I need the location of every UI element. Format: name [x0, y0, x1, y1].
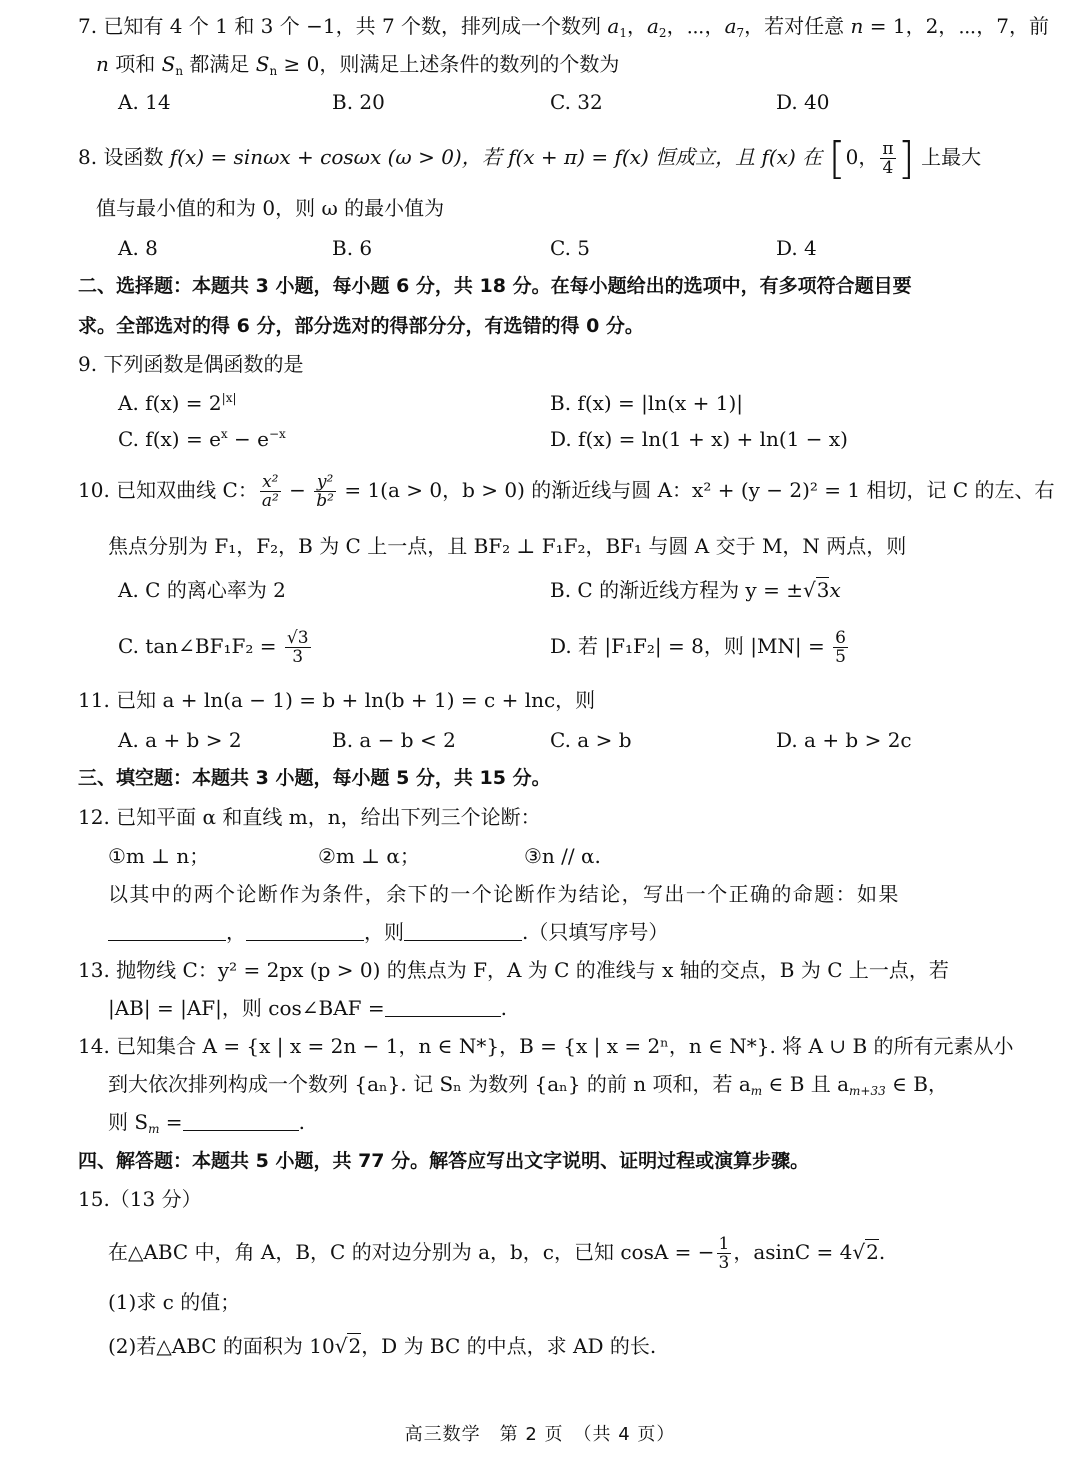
q15-part2: (2)若△ABC 的面积为 10√2，D 为 BC 的中点，求 AD 的长.: [108, 1334, 657, 1358]
q11-stem: 11. 已知 a + ln(a − 1) = b + ln(b + 1) = c + lnc，则: [78, 688, 596, 712]
q10-option-a: A. C 的离心率为 2: [118, 578, 286, 602]
q10-option-c: C. tan∠BF₁F₂ = $\frac{√3}{3}$: [118, 628, 309, 667]
q8-option-d: D. 4: [776, 236, 817, 260]
q7-option-d: D. 40: [776, 90, 830, 114]
q8-interval: 0，: [845, 145, 879, 169]
q9-option-b: B. f(x) = |ln(x + 1)|: [550, 391, 744, 415]
answer-blank[interactable]: [183, 1110, 299, 1131]
q8-option-a: A. 8: [118, 236, 158, 260]
q12-line4: ， ，则 .（只填写序号）: [108, 920, 668, 944]
q7-text: = 1，2，⋯，7，前: [863, 14, 1050, 38]
q7-text: 项和: [108, 52, 162, 76]
q13-line1: 13. 抛物线 C：y² = 2px (p > 0) 的焦点为 F，A 为 C 的准线与 x 轴的交点，B 为 C 上一点，若: [78, 958, 949, 982]
q11-option-d: D. a + b > 2c: [776, 728, 912, 752]
q8-option-b: B. 6: [332, 236, 373, 260]
q8-function: f(x) = sinωx + cosωx (ω > 0)，若 f(x + π) = f(x) 恒成立，且 f(x) 在: [169, 145, 823, 169]
q9-option-c: C. $f(x) = e^x - e^{-x}$: [118, 427, 286, 451]
q7-line2: n 项和 $S_n$ 都满足 $S_n \ge 0$，则满足上述条件的数列的个数为: [96, 52, 620, 78]
q12-judgment-3: ③n // α.: [524, 844, 601, 868]
q7-text: ≥ 0，则满足上述条件的数列的个数为: [277, 52, 620, 76]
answer-blank[interactable]: [404, 920, 522, 941]
q7-text: 都满足: [183, 52, 256, 76]
q9-option-a: A. $f(x) = 2^{|x|}$: [118, 391, 237, 415]
section4-heading: 四、解答题：本题共 5 小题，共 77 分。解答应写出文字说明、证明过程或演算步骤。: [78, 1150, 810, 1172]
q8-fraction: $\frac{\pi}{4}$: [882, 139, 894, 178]
section2-heading-cont: 求。全部选对的得 6 分，部分选对的得部分分，有选错的得 0 分。: [78, 315, 644, 337]
q15-heading: 15.（13 分）: [78, 1187, 202, 1211]
q10-fraction-y: $\frac{\text{y²}}{\text{b²}}$: [316, 472, 334, 511]
q9-stem: 9. 下列函数是偶函数的是: [78, 352, 304, 376]
q7-text: ，若对任意: [744, 14, 851, 38]
q14-line3: 则 $S_m$ = .: [108, 1110, 305, 1136]
q11-option-b: B. a − b < 2: [332, 728, 456, 752]
section2-heading: 二、选择题：本题共 3 小题，每小题 6 分，共 18 分。在每小题给出的选项中，有多项符合题目要: [78, 275, 912, 297]
answer-blank[interactable]: [246, 920, 364, 941]
q12-judgment-2: ②m ⊥ α；: [318, 844, 420, 868]
q10-option-b: B. C 的渐近线方程为 y = ±√3x: [550, 578, 841, 602]
q14-line2: 到大依次排列构成一个数列 {aₙ}. 记 Sₙ 为数列 {aₙ} 的前 n 项和，若 $a_m$ ∈ B 且 $a_{m+33}$ ∈ B，: [108, 1072, 948, 1098]
q13-line2: |AB| = |AF|，则 cos∠BAF = .: [108, 996, 507, 1020]
q10-line2: 焦点分别为 F₁，F₂，B 为 C 上一点，且 BF₂ ⊥ F₁F₂，BF₁ 与圆 A 交于 M，N 两点，则: [108, 534, 907, 558]
q12-line3: 以其中的两个论断作为条件，余下的一个论断作为结论，写出一个正确的命题：如果: [108, 882, 900, 906]
q11-option-a: A. a + b > 2: [118, 728, 242, 752]
section3-heading: 三、填空题：本题共 3 小题，每小题 5 分，共 15 分。: [78, 767, 551, 789]
q12-stem: 12. 已知平面 α 和直线 m，n，给出下列三个论断：: [78, 805, 541, 829]
page-footer: 高三数学 第 2 页 （共 4 页）: [404, 1424, 676, 1445]
q7-option-c: C. 32: [550, 90, 603, 114]
q7-text: 7. 已知有 4 个 1 和 3 个 −1，共 7 个数，排列成一个数列: [78, 14, 608, 38]
q7-line1: 7. 已知有 4 个 1 和 3 个 −1，共 7 个数，排列成一个数列 $a_1$，$a_2$，⋯，$a_7$，若对任意 n = 1，2，⋯，7，前: [78, 14, 1050, 40]
q11-option-c: C. a > b: [550, 728, 632, 752]
q8-text: 上最大: [921, 145, 982, 169]
q12-judgment-1: ①m ⊥ n；: [108, 844, 210, 868]
q8-line2: 值与最小值的和为 0，则 ω 的最小值为: [96, 196, 445, 220]
q10-option-d: D. 若 |F₁F₂| = 8，则 |MN| = $\frac{6}{5}$: [550, 628, 846, 667]
answer-blank[interactable]: [108, 920, 226, 941]
q7-option-b: B. 20: [332, 90, 385, 114]
q14-line1: 14. 已知集合 A = {x | x = 2n − 1，n ∈ N*}，B = {x | x = 2ⁿ，n ∈ N*}. 将 A ∪ B 的所有元素从小: [78, 1034, 1014, 1058]
q8-text: 8. 设函数: [78, 145, 170, 169]
q7-option-a: A. 14: [118, 90, 171, 114]
left-bracket-icon: [: [828, 132, 846, 184]
q15-line1: 在△ABC 中，角 A，B，C 的对边分别为 a，b，c，已知 cosA = − $\frac{1}{3}$ ，asinC = 4√2.: [108, 1234, 886, 1273]
q15-part1: (1)求 c 的值；: [108, 1290, 241, 1314]
q15-fraction: $\frac{1}{3}$: [718, 1234, 730, 1273]
q10-fraction-x: $\frac{\text{x²}}{\text{a²}}$: [261, 472, 279, 511]
answer-blank[interactable]: [385, 996, 501, 1017]
q9-option-d: D. f(x) = ln(1 + x) + ln(1 − x): [550, 427, 848, 451]
q10-line1: 10. 已知双曲线 C： $\frac{\text{x²}}{\text{a²}}$ − $\frac{\text{y²}}{\text{b²}}$ = 1(a > 0，b > 0) 的渐近线与圆 A：x² + (y − 2)² = 1 相切，记 C 的左、右: [78, 472, 1055, 511]
q8-line1: [78, 132, 982, 184]
right-bracket-icon: ]: [897, 132, 915, 184]
q8-option-c: C. 5: [550, 236, 591, 260]
